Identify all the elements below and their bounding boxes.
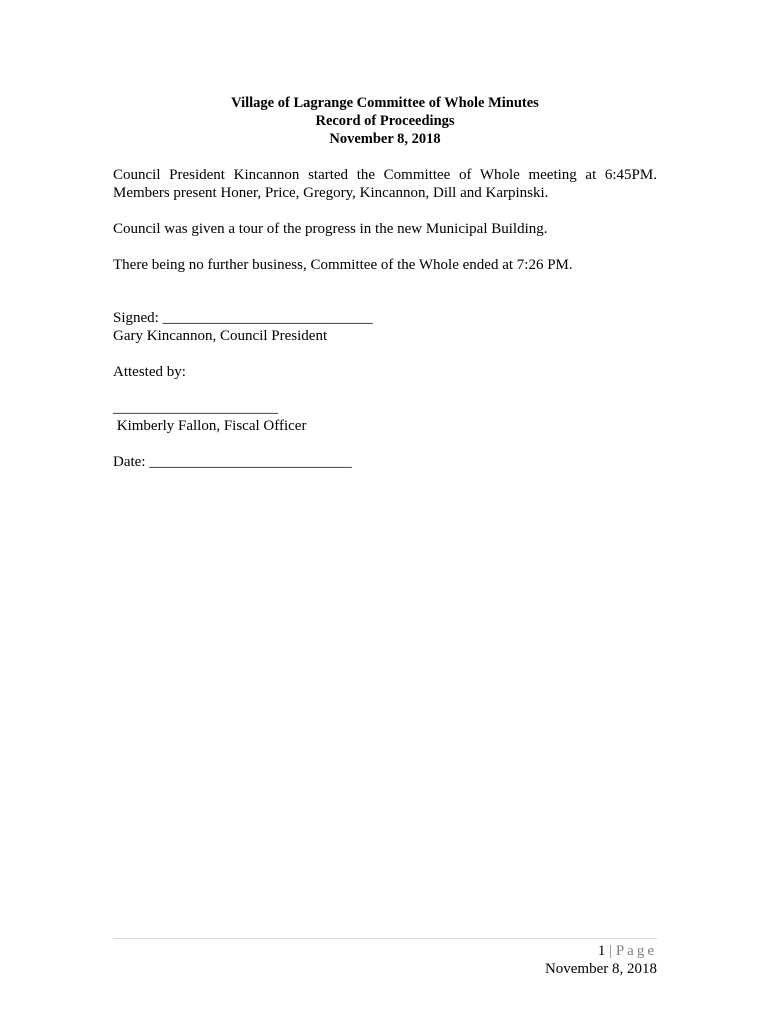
paragraph-tour: Council was given a tour of the progress in the new Municipal Building. xyxy=(113,221,548,237)
document-title: Village of Lagrange Committee of Whole Minutes xyxy=(231,95,539,111)
footer-divider xyxy=(113,938,657,939)
fiscal-officer-name: Kimberly Fallon, Fiscal Officer xyxy=(113,418,307,434)
document-body xyxy=(113,94,657,471)
page-separator: | xyxy=(605,943,616,959)
footer-page-number xyxy=(598,942,657,960)
paragraph-meeting-start: Council President Kincannon started the Committee of Whole meeting at 6:45PM. Members present Honer, Price, Gregory, Kincannon, Dill and Karpinski. xyxy=(113,167,657,201)
document-date: November 8, 2018 xyxy=(329,131,441,147)
paragraph-adjourn: There being no further business, Committee of the Whole ended at 7:26 PM. xyxy=(113,257,573,273)
attest-signature-line: ______________________ xyxy=(113,400,278,416)
page-word: Page xyxy=(615,943,657,959)
document-subtitle: Record of Proceedings xyxy=(315,113,455,129)
president-name: Gary Kincannon, Council President xyxy=(113,328,328,344)
page-number: 1 xyxy=(597,943,606,959)
date-line: Date: ___________________________ xyxy=(113,454,352,470)
footer-date: November 8, 2018 xyxy=(544,961,657,977)
signed-line: Signed: ____________________________ xyxy=(113,310,373,326)
attested-label: Attested by: xyxy=(113,364,186,380)
